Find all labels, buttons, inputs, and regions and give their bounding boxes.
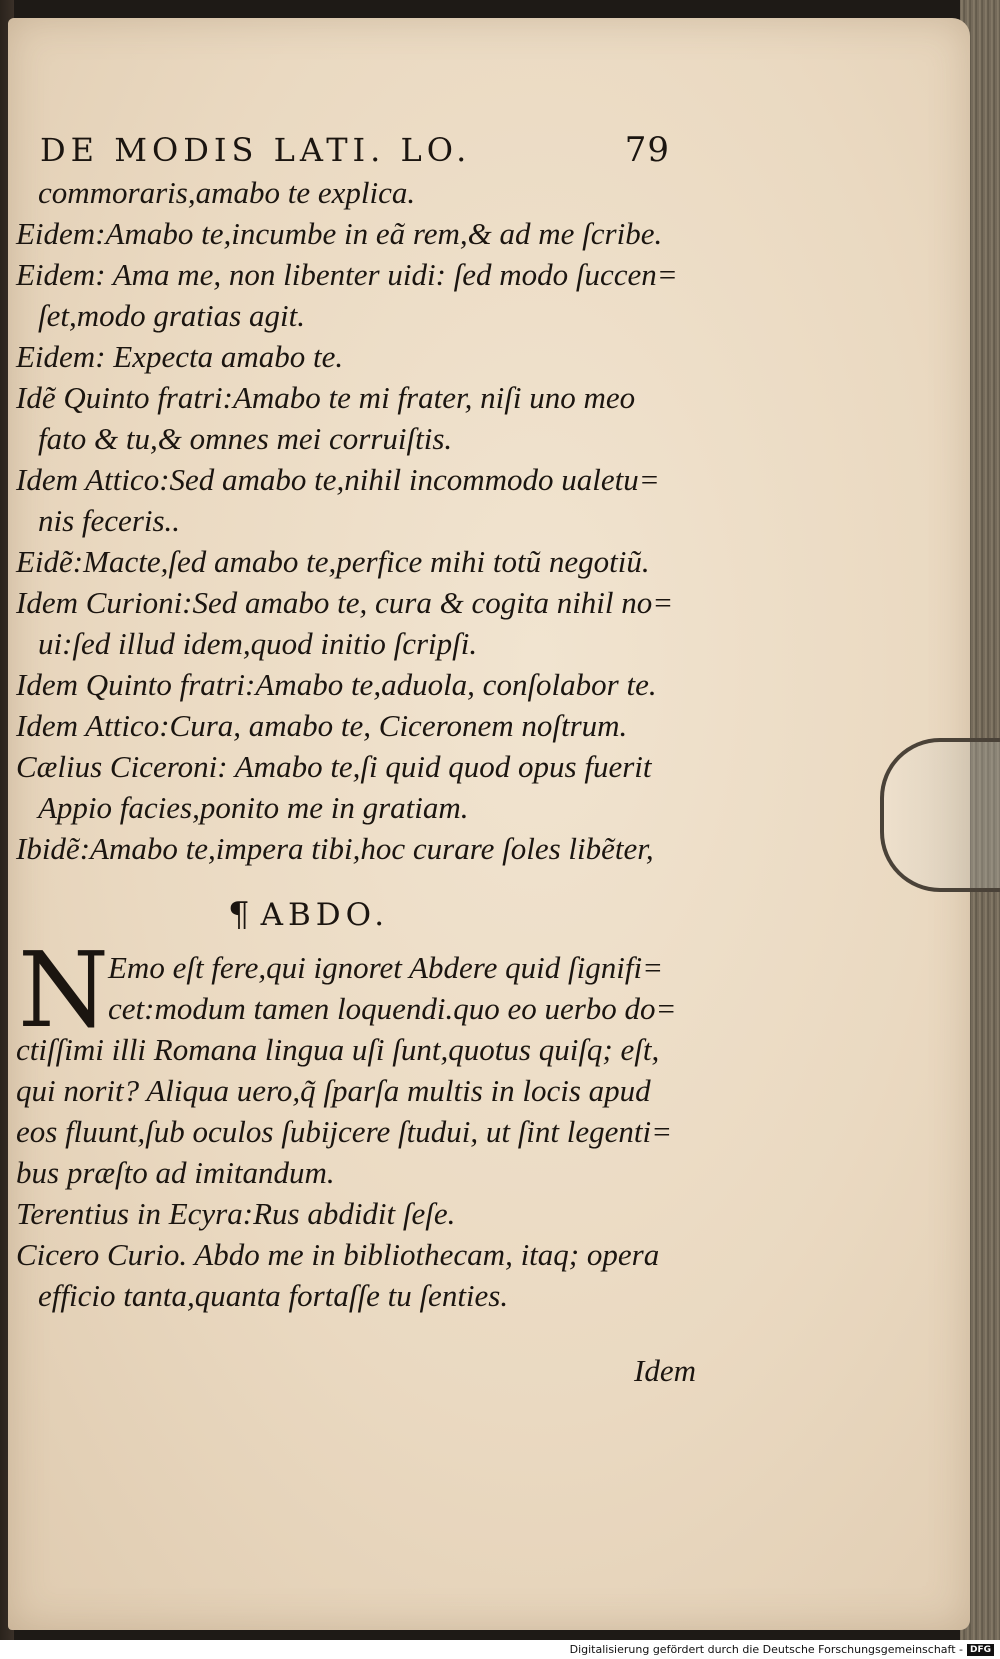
text-line: bus præſto ad imitandum. [16, 1155, 335, 1190]
text-line: Idẽ Quinto fratri:Amabo te mi frater, niſi uno meo [16, 380, 636, 415]
drop-cap: N [18, 929, 109, 1051]
text-line: Eidem:Amabo te,incumbe in eã rem,& ad me ſcribe. [16, 216, 663, 251]
text-block-amabo [16, 172, 681, 869]
text-line: commoraris,amabo te explica. [38, 175, 416, 210]
section-heading [228, 893, 389, 937]
running-title: DE MODIS LATI. LO. [40, 131, 472, 169]
section-title: ABDO. [260, 897, 390, 933]
text-line: Cicero Curio. Abdo me in bibliothecam, itaq; opera [16, 1237, 660, 1272]
text-line: cet:modum tamen loquendi.quo eo uerbo do= [108, 991, 677, 1026]
text-line: ctiſſimi illi Romana lingua uſi ſunt,quotus quiſq; eſt, [16, 1032, 660, 1067]
footer-credit: Digitalisierung gefördert durch die Deutsche Forschungsgemeinschaft - [569, 1643, 963, 1656]
text-line: Idem Curioni:Sed amabo te, cura & cogita nihil no= [16, 585, 674, 620]
text-line: fato & tu,& omnes mei corruiſtis. [38, 421, 453, 456]
folio-number: 79 [624, 130, 670, 170]
catchword: Idem [634, 1353, 696, 1388]
text-line: qui norit? Aliqua uero,q̃ ſparſa multis in locis apud [16, 1073, 651, 1108]
text-line: Ibidẽ:Amabo te,impera tibi,hoc curare ſoles libẽter, [16, 831, 654, 866]
text-line: Emo eſt fere,qui ignoret Abdere quid ſignifi= [108, 950, 664, 985]
text-line: Idem Attico:Sed amabo te,nihil incommodo ualetu= [16, 462, 660, 497]
text-line: Eidem: Ama me, non libenter uidi: ſed modo ſuccen= [16, 257, 678, 292]
text-line: Idem Attico:Cura, amabo te, Ciceronem noſtrum. [16, 708, 628, 743]
text-line: nis feceris.. [38, 503, 181, 538]
pilcrow-icon: ¶ [228, 895, 255, 935]
page-clip [880, 738, 1000, 892]
digitization-footer [0, 1640, 1000, 1659]
text-line: efficio tanta,quanta fortaſſe tu ſenties. [38, 1278, 509, 1313]
dfg-logo-icon: DFG [967, 1644, 994, 1656]
text-line: Eidem: Expecta amabo te. [16, 339, 344, 374]
text-line: Eidẽ:Macte,ſed amabo te,perfice mihi totũ negotiũ. [16, 544, 650, 579]
text-line: ui:ſed illud idem,quod initio ſcripſi. [38, 626, 478, 661]
text-line: Terentius in Ecyra:Rus abdidit ſeſe. [16, 1196, 456, 1231]
page-header [40, 130, 670, 170]
text-line: ſet,modo gratias agit. [38, 298, 305, 333]
text-block-abdo [16, 929, 681, 1316]
text-line: Appio facies,ponito me in gratiam. [38, 790, 469, 825]
text-line: Cælius Ciceroni: Amabo te,ſi quid quod opus fuerit [16, 749, 652, 784]
text-line: eos fluunt,ſub oculos ſubijcere ſtudui, ut ſint legenti= [16, 1114, 673, 1149]
text-line: Idem Quinto fratri:Amabo te,aduola, conſolabor te. [16, 667, 657, 702]
